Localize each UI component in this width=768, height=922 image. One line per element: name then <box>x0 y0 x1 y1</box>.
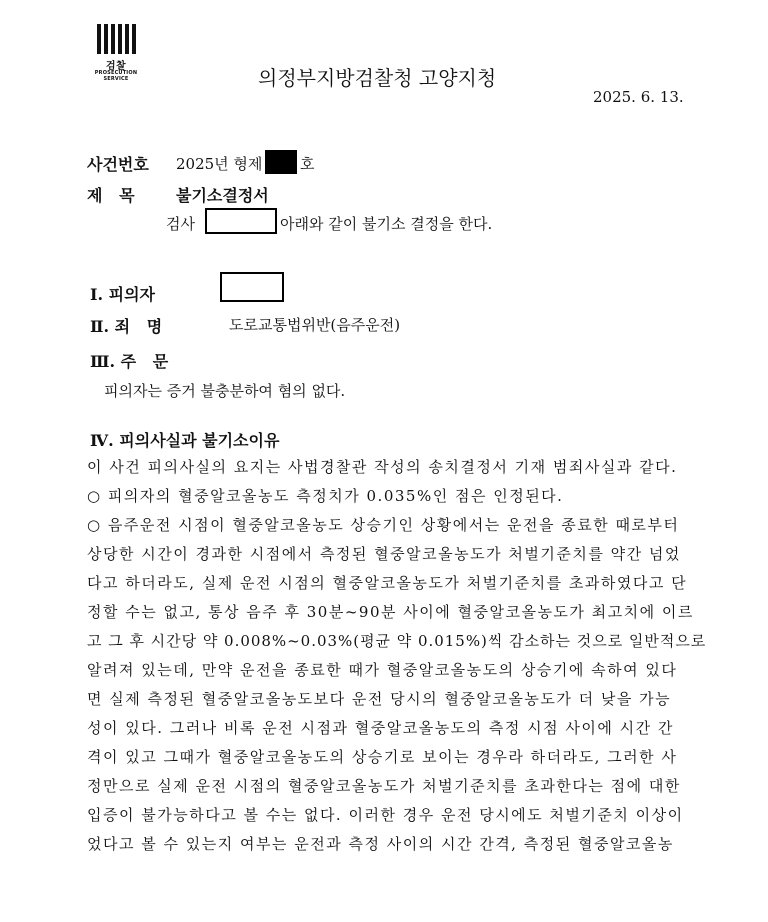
body-line: 면 실제 측정된 혈중알코올농도보다 운전 당시의 혈중알코올농도가 더 낮을 가능 <box>87 690 672 708</box>
reasons-label: Ⅳ. 피의사실과 불기소이유 <box>90 431 280 450</box>
body-line: 알려져 있는데, 만약 운전을 종료한 때가 혈중알코올농도의 상승기에 속하여 있다 <box>87 661 678 679</box>
prosecutor-statement: 아래와 같이 불기소 결정을 한다. <box>280 215 493 233</box>
body-line: 고 그 후 시간당 약 0.008%~0.03%(평균 약 0.015%)씩 감소하는 것으로 일반적으로 <box>87 632 707 650</box>
logo-text: 검찰 <box>105 61 127 72</box>
body-line: 다고 하더라도, 실제 운전 시점의 혈중알코올농도가 처벌기준치를 초과하였다고 단 <box>87 574 688 592</box>
body-line: 상당한 시간이 경과한 시점에서 측정된 혈중알코올농도가 처벌기준치를 약간 넘었 <box>87 545 681 563</box>
case-number-label: 사건번호 <box>87 155 149 174</box>
order-label: Ⅲ. 주 문 <box>90 352 169 371</box>
body-line: ○ 음주운전 시점이 혈중알코올농도 상승기인 상황에서는 운전을 종료한 때로부터 <box>87 516 680 534</box>
prosecutor-name-redaction <box>205 208 277 234</box>
order-value: 피의자는 증거 불충분하여 혐의 없다. <box>104 382 346 400</box>
case-number-redaction <box>265 150 297 174</box>
body-line: 이 사건 피의사실의 요지는 사법경찰관 작성의 송치결정서 기재 범죄사실과 같다. <box>87 458 678 476</box>
charge-value: 도로교통법위반(음주운전) <box>229 316 401 334</box>
document-date: 2025. 6. 13. <box>593 88 684 106</box>
suspect-name-redaction <box>220 272 284 302</box>
prosecutor-label: 검사 <box>166 215 195 233</box>
logo-subtext: PROSECUTION SERVICE <box>94 70 138 82</box>
body-line: 정할 수는 없고, 통상 음주 후 30분~90분 사이에 혈중알코올농도가 최고치에 이르 <box>87 603 694 621</box>
subject-value: 불기소결정서 <box>176 186 269 205</box>
charge-label: Ⅱ. 죄 명 <box>90 317 163 336</box>
prosecution-logo <box>84 24 148 80</box>
body-line: 정만으로 실제 운전 시점의 혈중알코올농도가 처벌기준치를 초과한다는 점에 대한 <box>87 777 681 795</box>
body-line: 었다고 볼 수 있는지 여부는 운전과 측정 사이의 시간 간격, 측정된 혈중알코올농 <box>87 835 674 853</box>
body-line: ○ 피의자의 혈중알코올농도 측정치가 0.035%인 점은 인정된다. <box>87 487 564 505</box>
body-line: 입증이 불가능하다고 볼 수는 없다. 이러한 경우 운전 당시에도 처벌기준치 이상이 <box>87 806 684 824</box>
subject-label: 제 목 <box>87 186 135 205</box>
case-number-suffix: 호 <box>300 155 315 173</box>
case-number-prefix: 2025년 형제 <box>176 155 263 173</box>
body-line: 성이 있다. 그러나 비록 운전 시점과 혈중알코올농도의 측정 시점 사이에 시간 간 <box>87 719 674 737</box>
office-title: 의정부지방검찰청 고양지청 <box>258 66 497 90</box>
suspect-label: Ⅰ. 피의자 <box>90 285 155 304</box>
body-line: 격이 있고 그때가 혈중알코올농도의 상승기로 보이는 경우라 하더라도, 그러한 사 <box>87 748 678 766</box>
